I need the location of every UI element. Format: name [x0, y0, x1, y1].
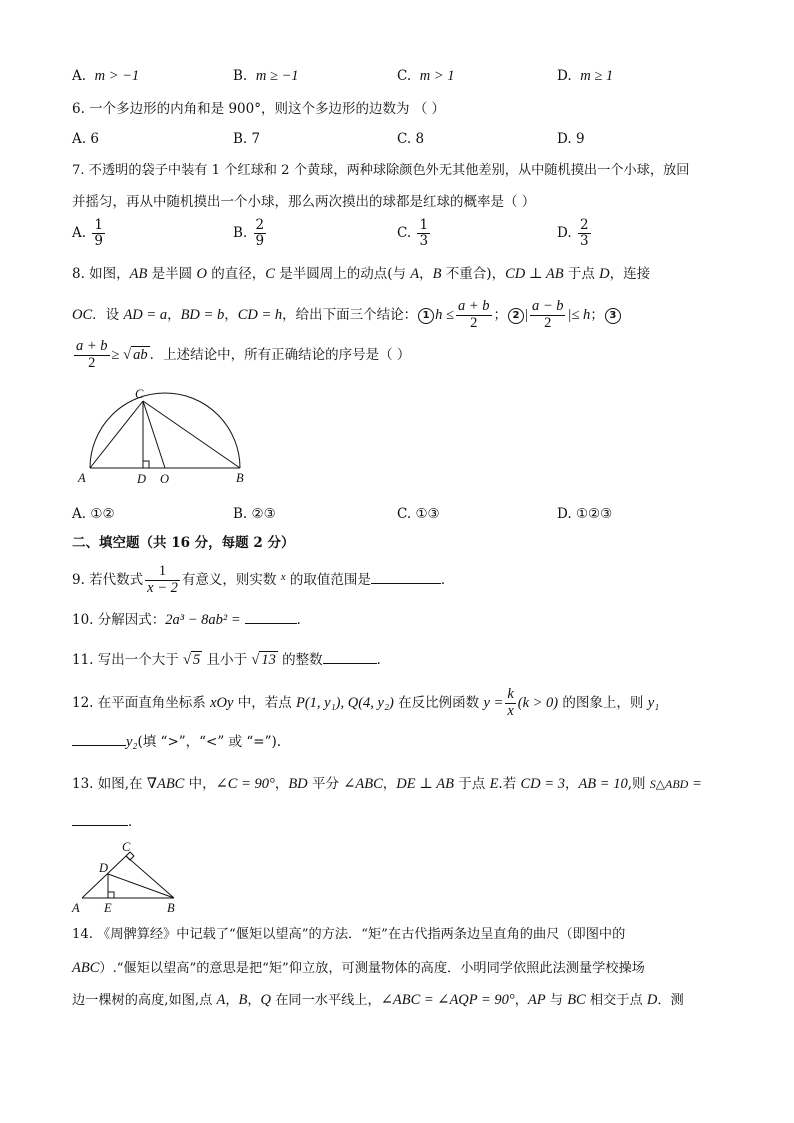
q8-option-b: B. ②③: [233, 506, 276, 522]
label-o: O: [160, 472, 170, 486]
right-angle-mark-e: [108, 892, 114, 898]
q7-option-b: B. $\frac{2}{9}$: [233, 217, 265, 249]
label-d: D: [99, 861, 109, 875]
label-a: A: [78, 471, 86, 485]
q10-answer-blank[interactable]: [245, 610, 297, 624]
q8-option-d: D. ①②③: [557, 506, 613, 522]
label-c: C: [135, 387, 144, 401]
segment-co: [143, 401, 165, 468]
q11-stem: 11. 写出一个大于 √ 5 且小于 √ 13 的整数 ．: [72, 652, 391, 668]
q13-stem-line1: 13. 如图,在 ∇ABC 中，∠C = 90°，BD 平分 ∠ABC，DE ⊥ AB 于点 E.若 CD = 3，AB = 10,则 S△ABD =: [72, 776, 702, 792]
q12-stem-line2: y₂(填 “>”，“<” 或 “=”).: [72, 732, 738, 752]
segment-cb: [143, 401, 240, 468]
q5-option-a: A. m > −1: [72, 68, 140, 84]
q14-stem-line2: ABC）.“偃矩以望高”的意思是把“矩”仰立放，可测量物体的高度．小明同学依照此法测量学校操场: [72, 960, 645, 976]
q6-option-d: D. 9: [557, 131, 585, 147]
q14-stem-line3: 边一棵树的高度,如图,点 A，B，Q 在同一水平线上，∠ABC = ∠AQP = 90°，AP 与 BC 相交于点 D．测: [72, 992, 684, 1008]
semicircle-figure: [76, 384, 256, 490]
label-c: C: [122, 840, 131, 854]
semicircle-arc: [90, 393, 240, 468]
label-b: B: [167, 901, 175, 915]
q8-stem-line1: 8. 如图，AB 是半圆 O 的直径，C 是半圆周上的动点(与 A，B 不重合)，CD ⊥ AB 于点 D，连接: [72, 266, 651, 282]
label-d: D: [137, 472, 147, 486]
q8-stem-line3: $\frac{a + b}{2}$ ≥ √ ab ．上述结论中，所有正确结论的序号是（ ）: [76, 338, 411, 371]
q6-option-a: A. 6: [72, 131, 99, 147]
label-b: B: [236, 471, 244, 485]
q13-stem-line2: ．: [72, 812, 738, 832]
q5-option-d: D. m ≥ 1: [557, 68, 614, 84]
circled-two: 2: [508, 308, 524, 324]
q5-option-b: B. m ≥ −1: [233, 68, 299, 84]
q13-answer-blank[interactable]: [72, 812, 128, 826]
q7-stem-line1: 7. 不透明的袋子中装有 1 个红球和 2 个黄球，两种球除颜色外无其他差别，从中随机摸出一个小球，放回: [72, 163, 690, 178]
triangle-figure: [68, 838, 188, 916]
q6-option-b: B. 7: [233, 131, 261, 147]
right-angle-mark: [143, 461, 149, 468]
q6-stem: 6. 一个多边形的内角和是 900°，则这个多边形的边数为 （ ）: [72, 101, 446, 117]
q7-option-d: D. $\frac{2}{3}$: [557, 217, 589, 249]
q8-option-c: C. ①③: [397, 506, 440, 522]
q8-stem-line2: OC．设 AD = a，BD = b，CD = h，给出下面三个结论： 1 h ≤ $\frac{a + b}{2}$ ； 2 | $\frac{a - b}{2}$ |≤ h； 3: [72, 298, 738, 332]
q12-answer-blank[interactable]: [72, 732, 126, 746]
label-a: A: [72, 901, 80, 915]
section-heading: 二、填空题（共 16 分，每题 2 分）: [72, 535, 295, 551]
q8-option-a: A. ①②: [72, 506, 115, 522]
q9-stem: 9. 若代数式 $\frac{1}{x - 2}$ 有意义，则实数 $^x$ 的取值范围是 ．: [72, 563, 455, 596]
q5-option-c: C. m > 1: [397, 68, 455, 84]
q7-option-c: C. $\frac{1}{3}$: [397, 217, 429, 249]
q7-stem-line2: 并摇匀，再从中随机摸出一个小球，那么两次摸出的球都是红球的概率是（ ）: [72, 194, 536, 210]
segment-bd: [108, 874, 174, 898]
q11-answer-blank[interactable]: [323, 650, 377, 664]
label-e: E: [104, 901, 112, 915]
q10-stem: 10. 分解因式：2a³ − 8ab² = ．: [72, 612, 311, 628]
q6-option-c: C. 8: [397, 131, 425, 147]
q7-option-a: A. $\frac{1}{9}$: [72, 217, 103, 249]
q9-answer-blank[interactable]: [371, 570, 441, 584]
q12-stem-line1: 12. 在平面直角坐标系 xOy 中，若点 P(1, y₁), Q(4, y₂) 在反比例函数 y = $\frac{k}{x}$ (k > 0) 的图象上，则 y₁: [72, 686, 660, 719]
circled-one: 1: [418, 308, 434, 324]
circled-three: 3: [605, 308, 621, 324]
q14-stem-line1: 14. 《周髀算经》中记载了“偃矩以望高”的方法．“矩”在古代指两条边呈直角的曲尺（即图中的: [72, 927, 626, 942]
side-cb: [126, 856, 174, 898]
